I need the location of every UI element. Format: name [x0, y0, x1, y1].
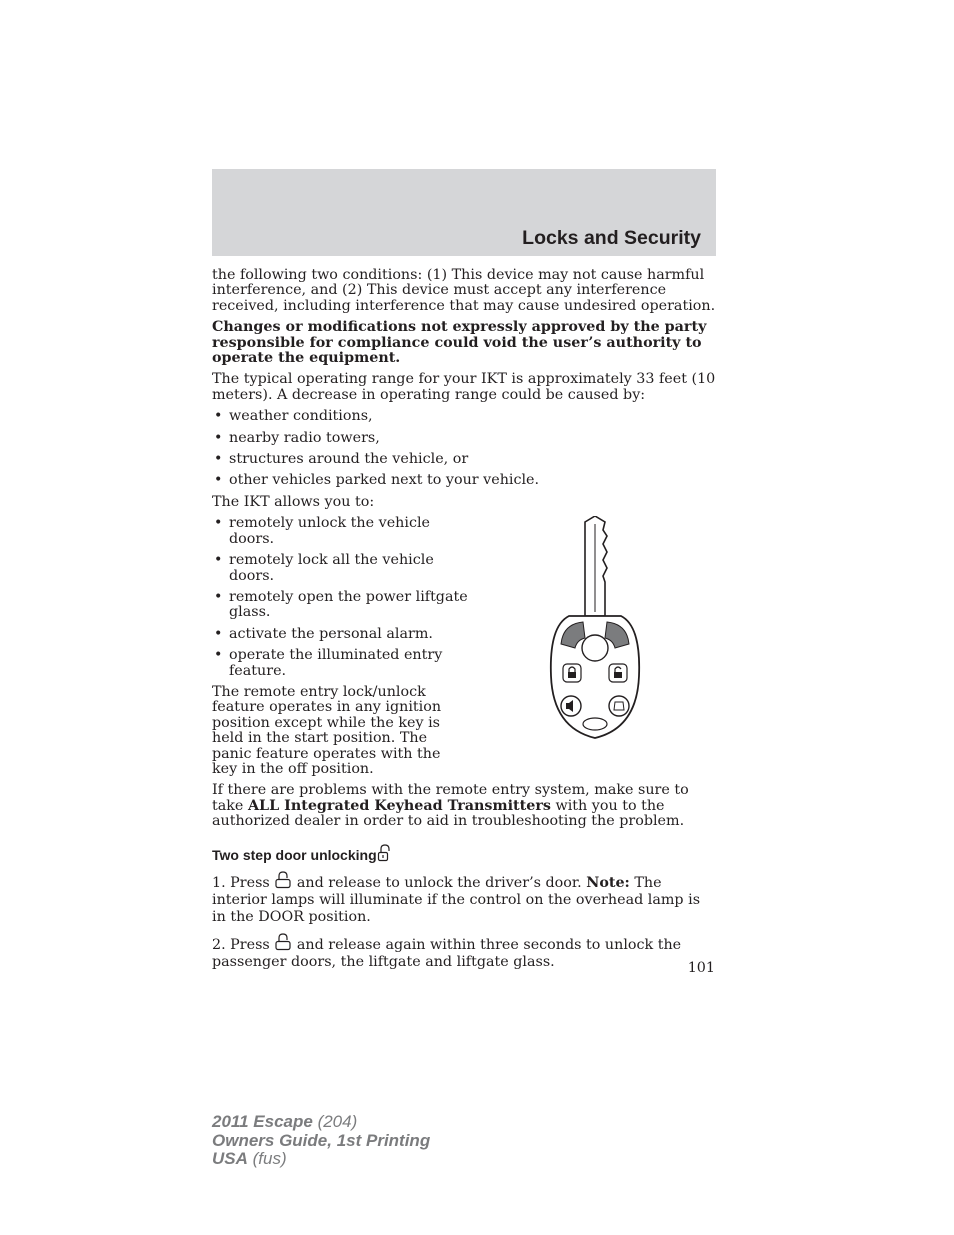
bullet-glyph: •: [214, 451, 223, 468]
bullet-glyph: •: [214, 515, 223, 532]
footer-line: 2011 Escape (204): [212, 1112, 358, 1131]
ikt-features-list: [212, 516, 512, 679]
page-content: [212, 268, 716, 978]
ikt-features-section: [212, 516, 716, 777]
key-fob-illustration: [549, 516, 645, 742]
unlock-icon: [377, 844, 391, 862]
bullet-glyph: •: [214, 588, 223, 605]
bullet-glyph: •: [214, 647, 223, 664]
step-two: 2. Press and release again within three seconds to unlock the passenger doors, the liftgate and liftgate glass.: [212, 933, 716, 971]
paragraph-conditions: the following two conditions: (1) This device may not cause harmful interference, and (2) This device must accept any interference received, including interference that may cause undesired operation.: [212, 267, 716, 314]
list-item: • other vehicles parked next to your vehicle.: [214, 472, 540, 489]
footer-line: USA (fus): [212, 1149, 287, 1168]
unlock-steps: [212, 871, 716, 971]
range-causes-list: [212, 409, 716, 489]
bullet-glyph: •: [214, 472, 223, 489]
unlock-button-icon: [274, 871, 292, 889]
bullet-glyph: •: [214, 429, 223, 446]
paragraph-ikt-allows: The IKT allows you to:: [212, 493, 375, 510]
bullet-glyph: •: [214, 408, 223, 425]
footer-line: Owners Guide, 1st Printing: [212, 1130, 431, 1150]
document-footer: [212, 1113, 430, 1169]
step-one: 1. Press and release to unlock the driver’s door. Note: The interior lamps will illuminate if the control on the overhead lamp is in the DOOR position.: [212, 871, 716, 926]
paragraph-problems: If there are problems with the remote entry system, make sure to take ALL Integrated Keyhead Transmitters with you to the authorized dealer in order to aid in troubleshooting the problem.: [212, 782, 689, 830]
list-item: • remotely unlock the vehicle doors.: [214, 515, 430, 547]
list-item: • remotely open the power liftgate glass.: [214, 588, 468, 621]
unlock-button-icon: [274, 933, 292, 951]
list-item: • nearby radio towers,: [214, 429, 380, 446]
paragraph-remote-entry: The remote entry lock/unlock feature operates in any ignition position except while the key is held in the start position. The panic feature operates with the key in the off position.: [212, 683, 442, 777]
section-heading: Two step door unlocking: [212, 844, 716, 863]
page-number: 101: [687, 960, 715, 976]
page-title: Locks and Security: [522, 227, 701, 249]
list-item: • activate the personal alarm.: [214, 625, 433, 642]
bullet-glyph: •: [214, 552, 223, 569]
list-item: • structures around the vehicle, or: [214, 451, 469, 468]
list-item: • weather conditions,: [214, 408, 373, 425]
list-item: • remotely lock all the vehicle doors.: [214, 552, 434, 584]
list-item: • operate the illuminated entry feature.: [214, 647, 443, 679]
bullet-glyph: •: [214, 625, 223, 642]
paragraph-range: The typical operating range for your IKT is approximately 33 feet (10 meters). A decrease in operating range could be caused by:: [212, 371, 716, 403]
header-band: [212, 169, 716, 256]
warning-paragraph: Changes or modifications not expressly approved by the party responsible for compliance could void the user’s authority to operate the equipment.: [212, 319, 707, 367]
